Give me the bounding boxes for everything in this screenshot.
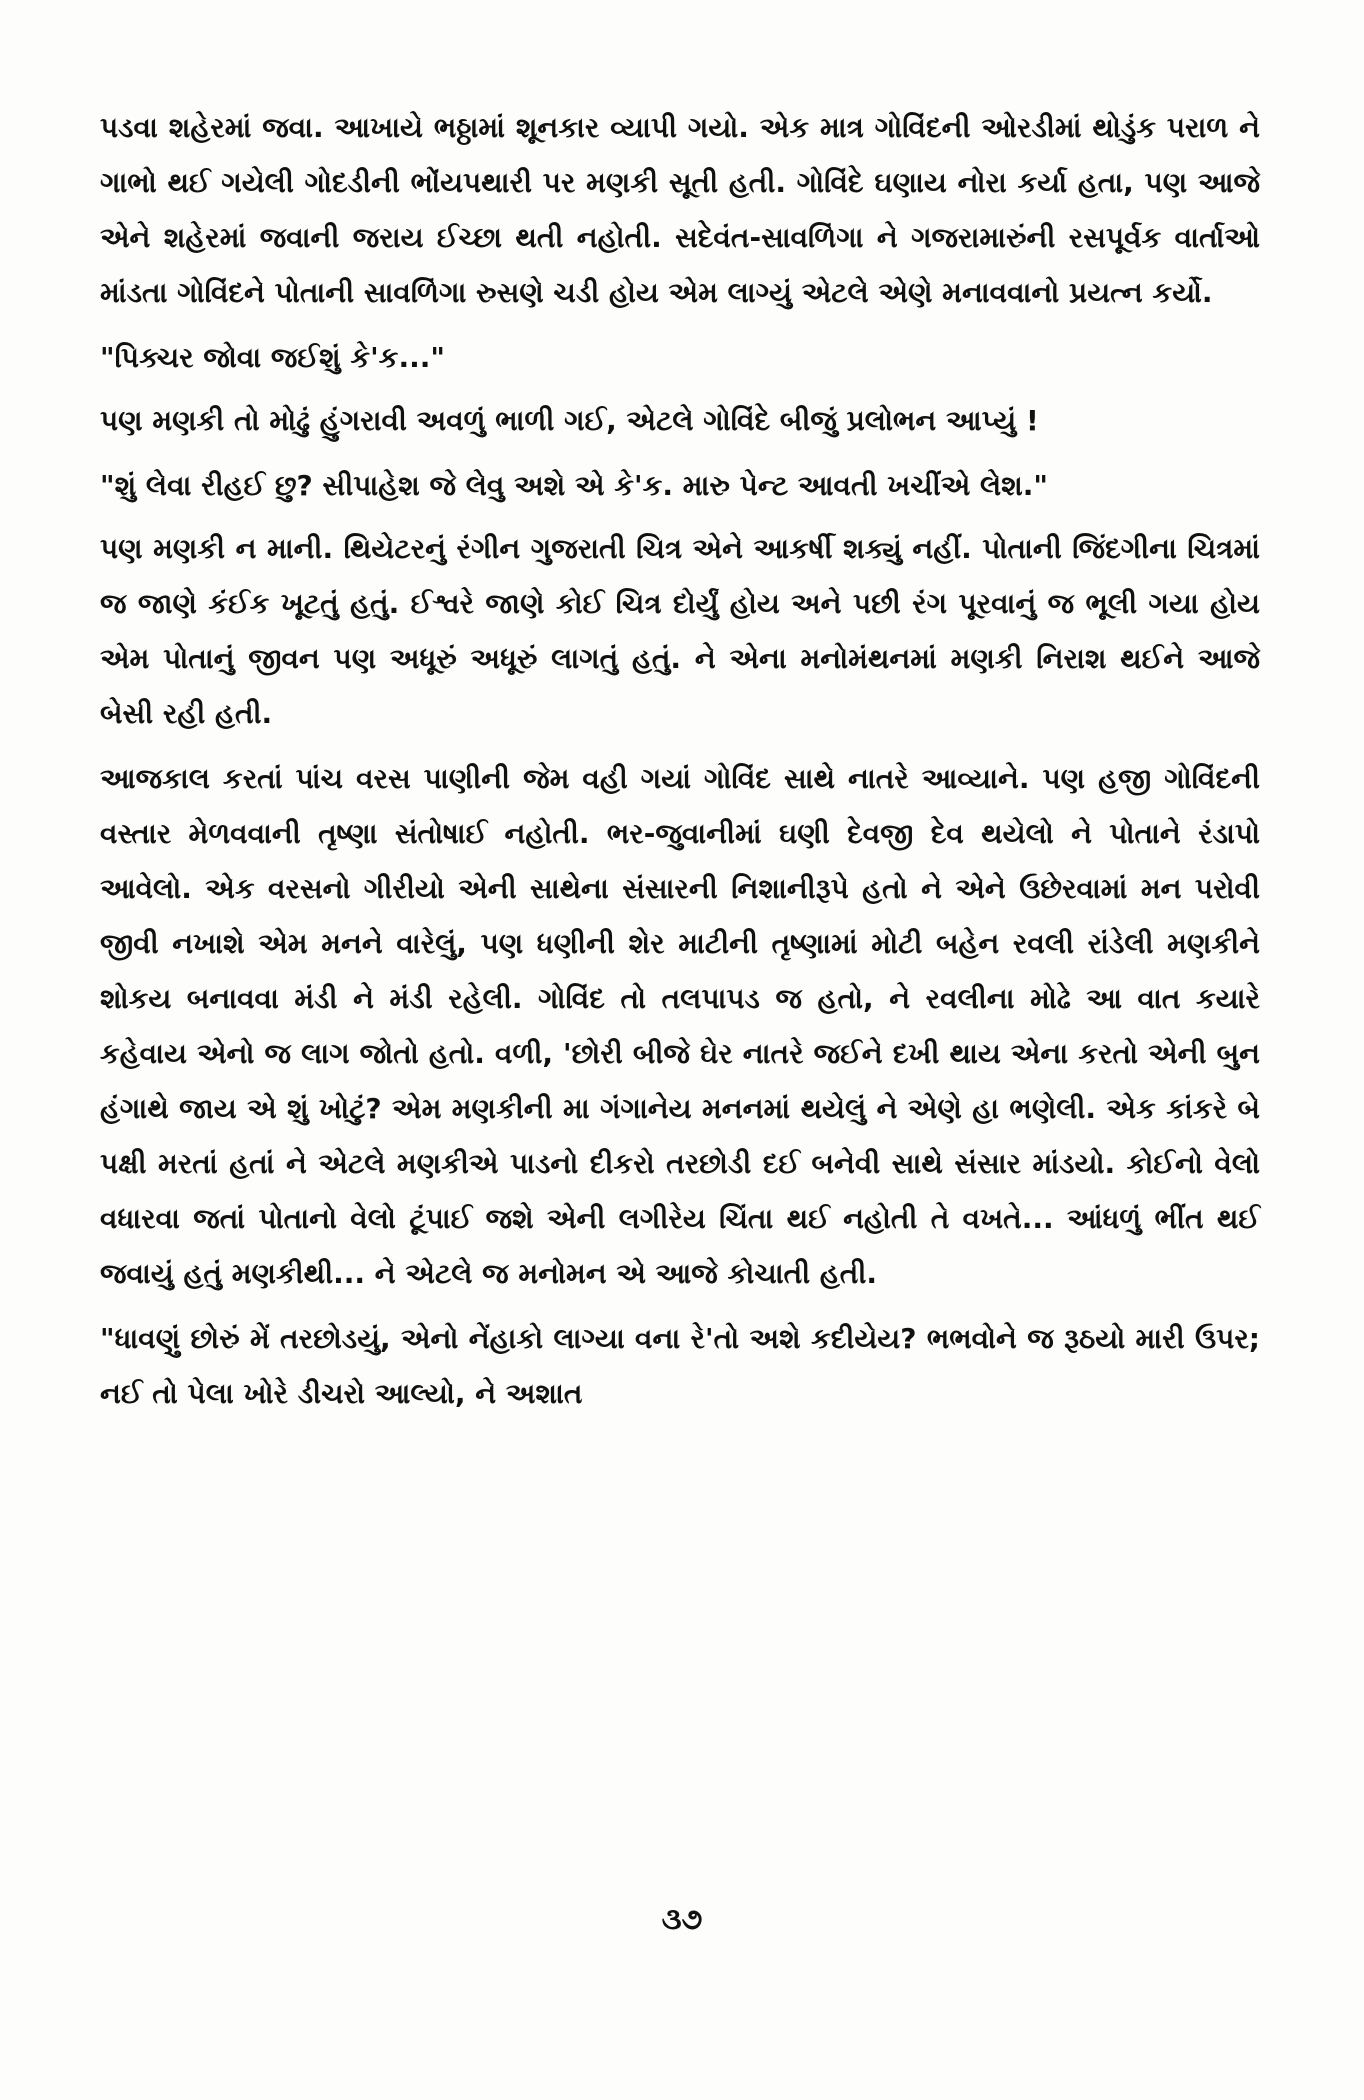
paragraph-5: પણ મણકી ન માની. થિયેટરનું રંગીન ગુજરાતી ચિત્ર એને આકર્ષી શક્યું નહીં. પોતાની જિંદગીના ચિત્રમાં જ જાણે કંઈક ખૂટતું હતું. ઈશ્વરે જાણે કોઈ ચિત્ર દોર્યું હોય અને પછી રંગ પૂરવાનું જ ભૂલી ગયા હોય એમ પોતાનું જીવન પણ અધૂરું અધૂરું લાગતું હતું. ને એના મનોમંથનમાં મણકી નિરાશ થઈને આજે બેસી રહી હતી.: [100, 532, 1260, 730]
page-number: ૩૭: [661, 1902, 703, 1937]
page-body-text: [100, 100, 1260, 1429]
paragraph-6: આજકાલ કરતાં પાંચ વરસ પાણીની જેમ વહી ગયાં ગોવિંદ સાથે નાતરે આવ્યાને. પણ હજી ગોવિંદની વસ્તાર મેળવવાની તૃષ્ણા સંતોષાઈ નહોતી. ભર-જુવાનીમાં ઘણી દેવજી દેવ થયેલો ને પોતાને રંડાપો આવેલો. એક વરસનો ગીરીયો એની સાથેના સંસારની નિશાનીરૂપે હતો ને એને ઉછેરવામાં મન પરોવી જીવી નખાશે એમ મનને વારેલું, પણ ધણીની શેર માટીની તૃષ્ણામાં મોટી બહેન રવલી રાંડેલી મણકીને શોકય બનાવવા મંડી ને મંડી રહેલી. ગોવિંદ તો તલપાપડ જ હતો, ને રવલીના મોઢે આ વાત કયારે કહેવાય એનો જ લાગ જોતો હતો. વળી, 'છોરી બીજે ઘેર નાતરે જઈને દખી થાય એના કરતો એની બુન હંગાથે જાય એ શું ખોટું? એમ મણકીની મા ગંગાનેય મનનમાં થયેલું ને એણે હા ભણેલી. એક કાંકરે બે પક્ષી મરતાં હતાં ને એટલે મણકીએ પાડનો દીકરો તરછોડી દઈ બનેવી સાથે સંસાર માંડયો. કોઈનો વેલો વધારવા જતાં પોતાનો વેલો ટૂંપાઈ જશે એની લગીરેય ચિંતા થઈ નહોતી તે વખતે... આંધળું ભીંત થઈ જવાયું હતું મણકીથી... ને એટલે જ મનોમન એ આજે કોચાતી હતી.: [100, 762, 1260, 1290]
paragraph-2-dialogue: "પિક્ચર જોવા જઈશું કે'ક...": [100, 341, 445, 374]
paragraph-7-dialogue: "ધાવણું છોરું મેં તરછોડયું, એનો નેંહાકો લાગ્યા વના રે'તો અશે કદીયેય? ભભવોને જ રૂઠયો મારી ઉપર; નઈ તો પેલા ખોરે ડીચરો આલ્યો, ને અશાત: [100, 1322, 1260, 1410]
paragraph-4-dialogue: "શું લેવા રીહઈ છુ? સીપાહેશ જે લેવુ અશે એ કે'ક. મારુ પેન્ટ આવતી ખચીંએ લેશ.": [100, 469, 1048, 502]
paragraph-3: પણ મણકી તો મોઢું હુંગરાવી અવળું ભાળી ગઈ, એટલે ગોવિંદે બીજું પ્રલોભન આપ્યું !: [100, 404, 1039, 437]
paragraph-1: પડવા શહેરમાં જવા. આખાયે ભઠ્ઠામાં શૂનકાર વ્યાપી ગયો. એક માત્ર ગોવિંદની ઓરડીમાં થોડુંક પરાળ ને ગાભો થઈ ગયેલી ગોદડીની ભોંયપથારી પર મણકી સૂતી હતી. ગોવિંદે ઘણાય નોરા કર્યા હતા, પણ આજે એને શહેરમાં જવાની જરાય ઈચ્છા થતી નહોતી. સદેવંત-સાવળિંગા ને ગજરામારુંની રસપૂર્વક વાર્તાઓ માંડતા ગોવિંદને પોતાની સાવળિંગા રુસણે ચડી હોય એમ લાગ્યું એટલે એણે મનાવવાનો પ્રયત્ન કર્યો.: [100, 111, 1260, 309]
